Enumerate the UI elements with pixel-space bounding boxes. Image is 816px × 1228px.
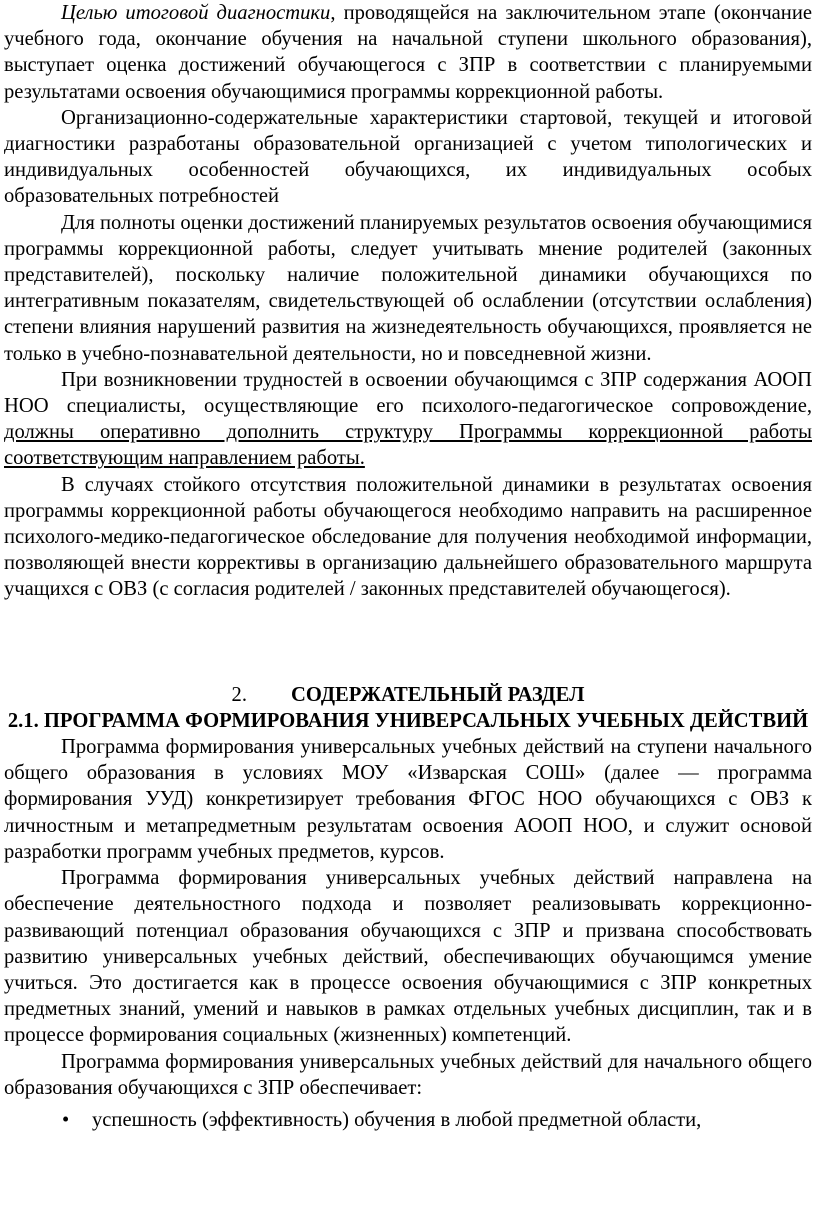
bullet-icon: • <box>62 1108 70 1131</box>
underlined-text: должны оперативно дополнить структуру Программы коррекционной работы соответствующим направлением работы. <box>4 421 812 470</box>
list-item <box>4 1107 812 1133</box>
paragraph-diagnostics-characteristics: Организационно-содержательные характеристики стартовой, текущей и итоговой диагностики разработаны образовательной организацией с учетом типологических и индивидуальных особенностей обучающихся, их индивидуальных особых образовательных потребностей <box>4 106 812 208</box>
paragraph-uud-program: Программа формирования универсальных учебных действий на ступени начального общего образования в условиях МОУ «Изварская СОШ» (далее — программа формирования УУД) конкретизирует требования ФГОС НОО обучающихся с ОВЗ к личностным и метапредметным результатам освоения АООП НОО, и служит основой разработки программ учебных предметов, курсов. <box>4 736 812 863</box>
italic-term: Целью итоговой диагностики <box>61 2 331 24</box>
paragraph-uud-direction: Программа формирования универсальных учебных действий направлена на обеспечение деятельностного подхода и позволяет реализовывать коррекционно-развивающий потенциал образования обучающихся с ЗПР и призвана способствовать развитию универсальных учебных действий, обеспечивающих обучающимся умение учиться. Это достигается как в процессе освоения обучающимися с ЗПР конкретных предметных знаний, умений и навыков в рамках отдельных учебных дисциплин, так и в процессе формирования социальных (жизненных) компетенций. <box>4 867 812 1047</box>
paragraph-final-diagnostics: Целью итоговой диагностики, проводящейся на заключительном этапе (окончание учебного года, окончание обучения на начальной ступени школьного образования), выступает оценка достижений обучающегося с ЗПР в соответствии с планируемыми результатами освоения обучающимися программы коррекционной работы. <box>4 2 812 103</box>
section-number: 2. <box>231 683 247 706</box>
subsection-heading: 2.1. ПРОГРАММА ФОРМИРОВАНИЯ УНИВЕРСАЛЬНЫХ УЧЕБНЫХ ДЕЙСТВИЙ <box>7 709 809 732</box>
paragraph-persistent-absence: В случаях стойкого отсутствия положительной динамики в результатах освоения программы коррекционной работы обучающегося необходимо направить на расширенное психолого-медико-педагогическое обследование для получения необходимой информации, позволяющей внести коррективы в организацию дальнейшего образовательного маршрута учащихся с ОВЗ (с согласия родителей / законных представителей обучающегося). <box>4 473 812 601</box>
section-heading <box>4 682 812 708</box>
section-title: СОДЕРЖАТЕЛЬНЫЙ РАЗДЕЛ <box>290 683 585 706</box>
paragraph-parents-opinion: Для полноты оценки достижений планируемых результатов освоения обучающимися программы коррекционной работы, следует учитывать мнение родителей (законных представителей), поскольку наличие положительной динамики обучающихся по интегративным показателям, свидетельствующей об ослаблении (отсутствии ослабления) степени влияния нарушений развития на жизнедеятельность обучающихся, проявляется не только в учебно-познавательной деятельности, но и повседневной жизни. <box>4 211 812 365</box>
paragraph-difficulties: При возникновении трудностей в освоении обучающимся с ЗПР содержания АООП НОО специалисты, осуществляющие его психолого-педагогическое сопровождение, должны оперативно дополнить структуру Программы коррекционной работы соответствующим направлением работы. <box>4 368 812 470</box>
paragraph-uud-provides: Программа формирования универсальных учебных действий для начального общего образования обучающихся с ЗПР обеспечивает: <box>4 1050 812 1099</box>
list-item-text: успешность (эффективность) обучения в любой предметной области, <box>92 1108 702 1131</box>
spacer <box>4 603 812 682</box>
